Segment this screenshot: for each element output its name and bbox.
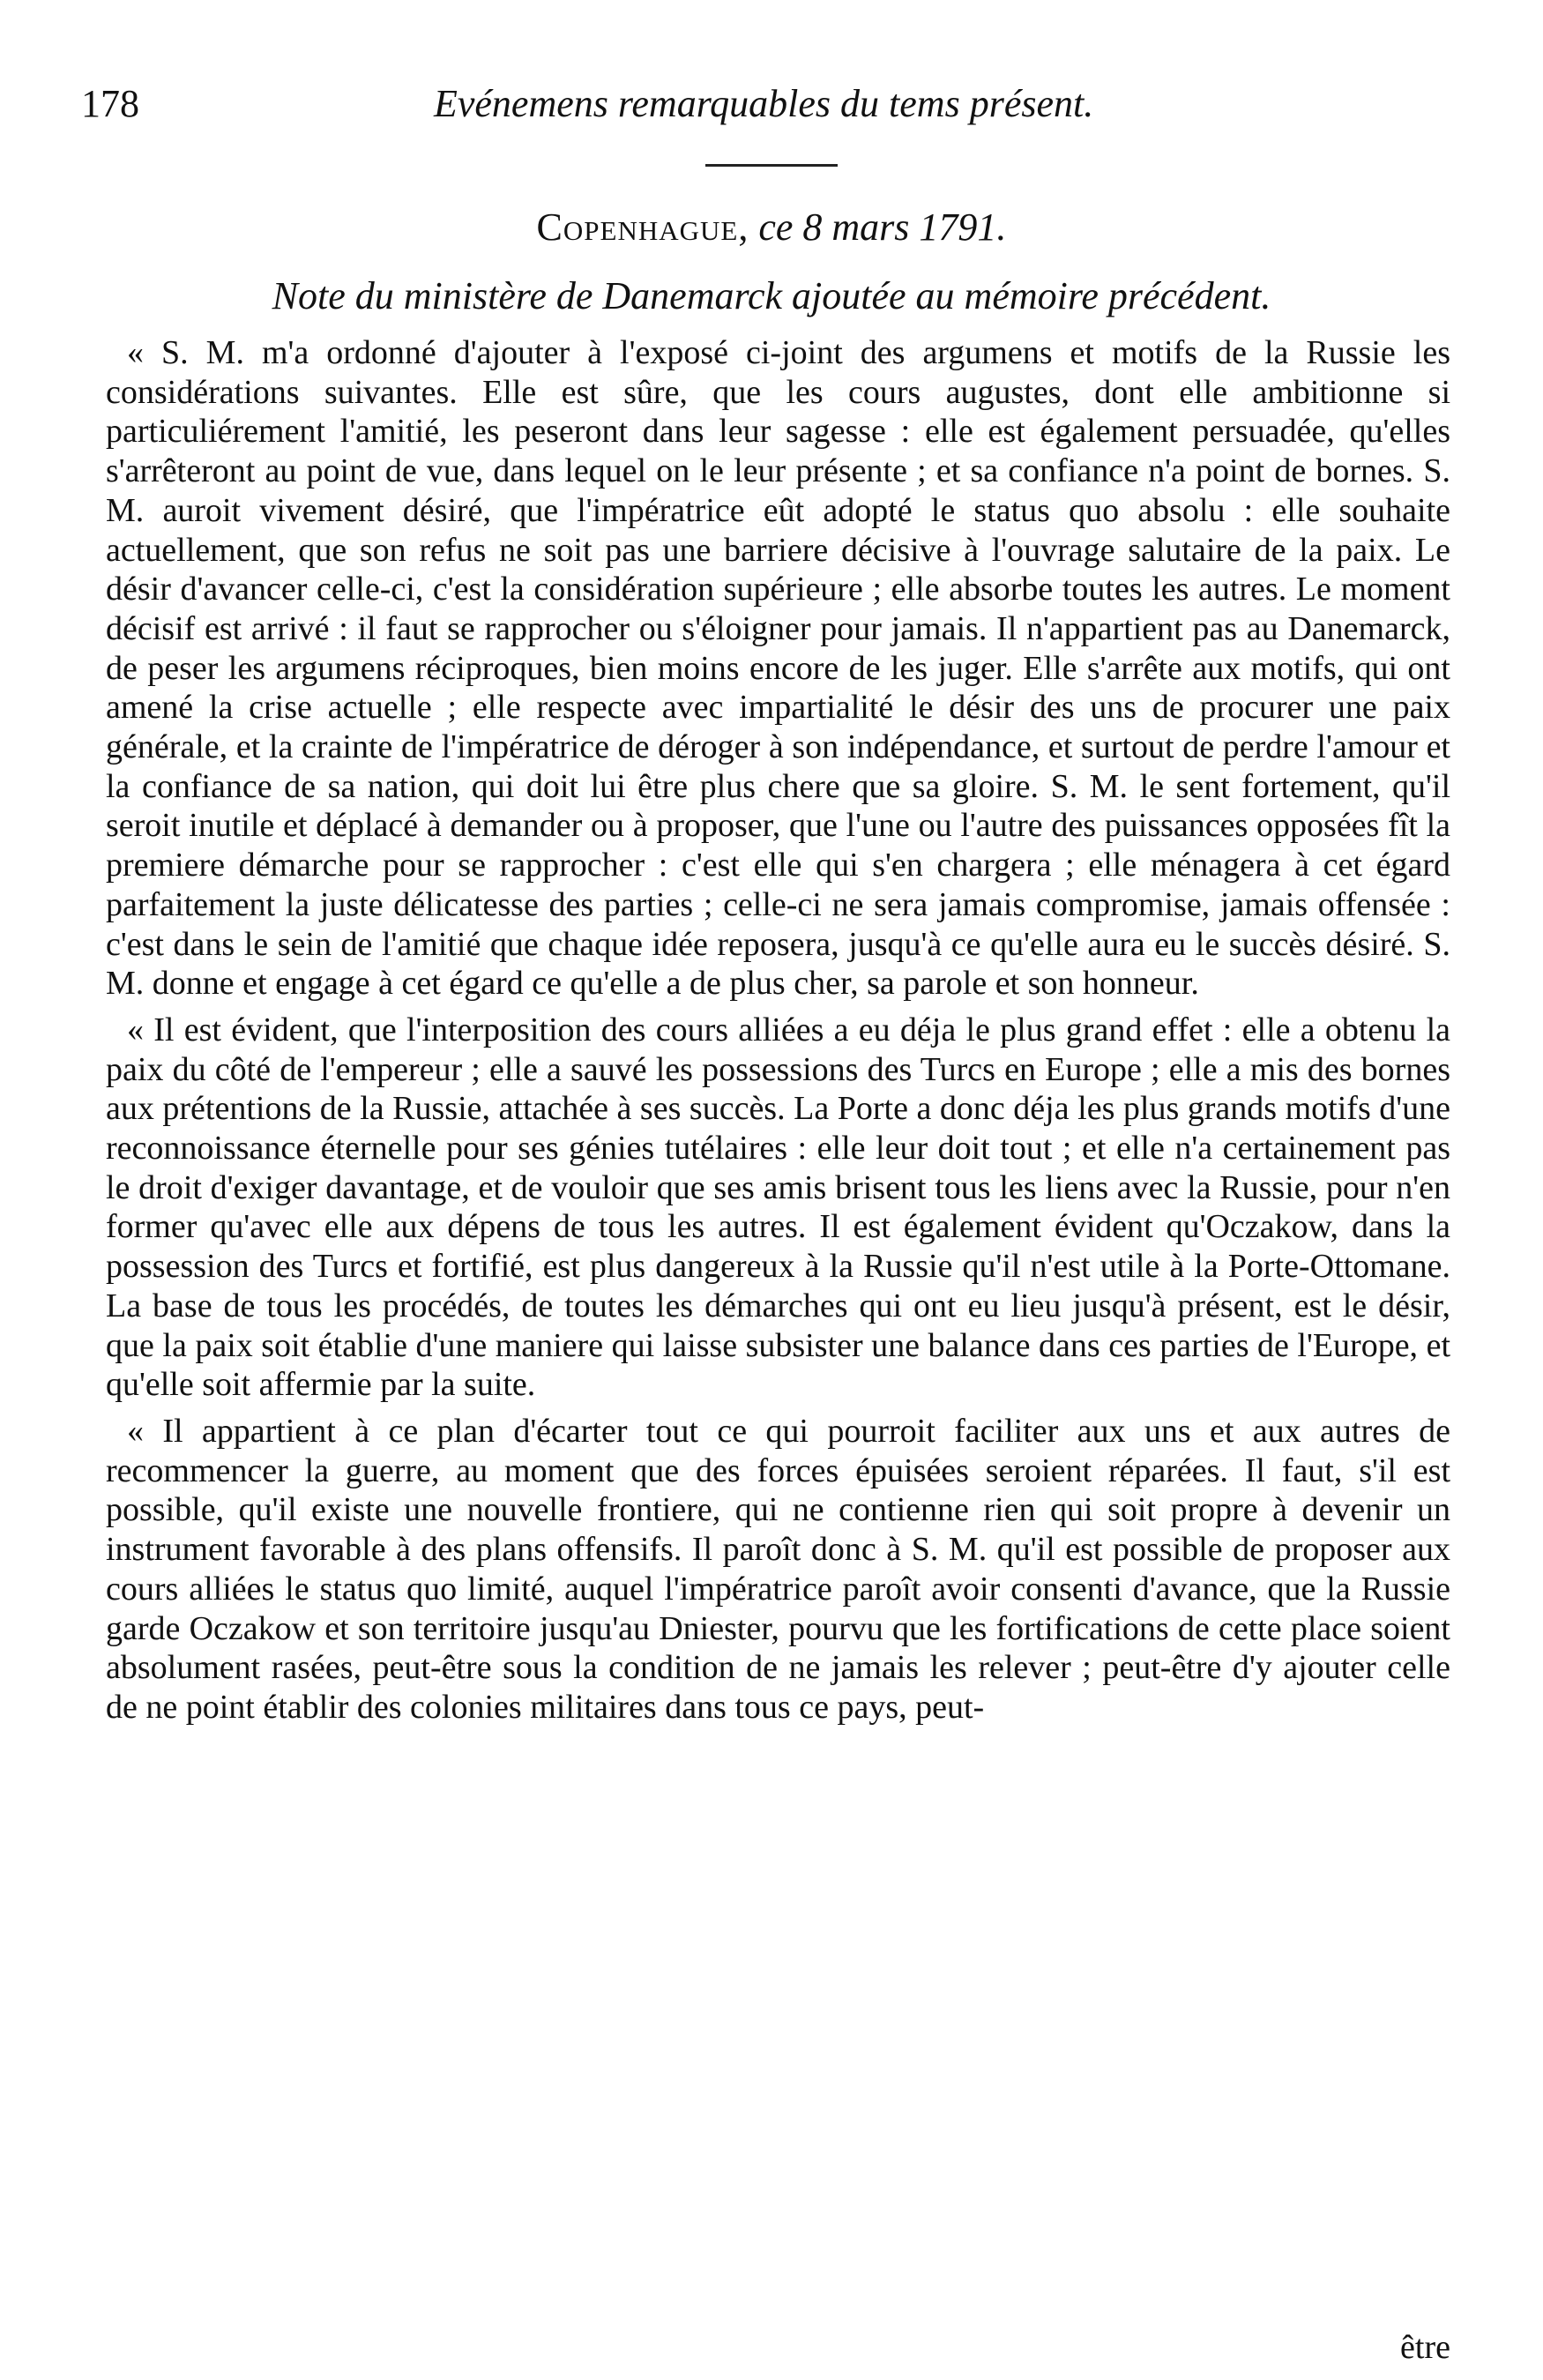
- paragraph-1: « S. M. m'a ordonné d'ajouter à l'exposé ci-joint des argumens et motifs de la Russie les considérations suivantes. Elle est sûre, que les cours augustes, dont elle ambitionne si particuliérement l'amitié, les peseront dans leur sagesse : elle est également persuadée, qu'elles s'arrêteront au point de vue, dans lequel on le leur présente ; et sa confiance n'a point de bornes. S. M. auroit vivement désiré, que l'impératrice eût adopté le status quo absolu : elle souhaite actuellement, que son refus ne soit pas une barriere décisive à l'ouvrage salutaire de la paix. Le désir d'avancer celle-ci, c'est la considération supérieure ; elle absorbe toutes les autres. Le moment décisif est arrivé : il faut se rapprocher ou s'éloigner pour jamais. Il n'appartient pas au Danemarck, de peser les argumens réciproques, bien moins encore de les juger. Elle s'arrête aux motifs, qui ont amené la crise actuelle ; elle respecte avec impartialité le désir des uns de procurer une paix générale, et la crainte de l'impératrice de déroger à son indépendance, et surtout de perdre l'amour et la confiance de sa nation, qui doit lui être plus chere que sa gloire. S. M. le sent fortement, qu'il seroit inutile et déplacé à demander ou à proposer, que l'une ou l'autre des puissances opposées fît la premiere démarche pour se rapprocher : c'est elle qui s'en chargera ; elle ménagera à cet égard parfaitement la juste délicatesse des parties ; celle-ci ne sera jamais compromise, jamais offensée : c'est dans le sein de l'amitié que chaque idée reposera, jusqu'à ce qu'elle aura eu le succès désiré. S. M. donne et engage à cet égard ce qu'elle a de plus cher, sa parole et son honneur.: [106, 334, 1450, 1003]
- dateline-place: Copenhague,: [536, 205, 749, 249]
- header-rule: [705, 164, 838, 167]
- page-header: [81, 81, 1457, 134]
- running-title: Evénemens remarquables du tems présent.: [434, 82, 1094, 125]
- paragraph-3: « Il appartient à ce plan d'écarter tout ce qui pourroit faciliter aux uns et aux autres de recommencer la guerre, au moment que des forces épuisées seroient réparées. Il faut, s'il est possible, qu'il existe une nouvelle frontiere, qui ne contienne rien qui soit propre à devenir un instrument favorable à des plans offensifs. Il paroît donc à S. M. qu'il est possible de proposer aux cours alliées le status quo limité, auquel l'impératrice paroît avoir consenti d'avance, que la Russie garde Oczakow et son territoire jusqu'au Dniester, pourvu que les fortifications de cette place soient absolument rasées, peut-être sous la condition de ne jamais les relever ; peut-être d'y ajouter celle de ne point établir des colonies militaires dans tous ce pays, peut-: [106, 1412, 1450, 1726]
- catchword: être: [1400, 2329, 1450, 2366]
- paragraph-2: « Il est évident, que l'interposition des cours alliées a eu déja le plus grand effet : elle a obtenu la paix du côté de l'empereur ; elle a sauvé les possessions des Turcs en Europe ; elle a mis des bornes aux prétentions de la Russie, attachée à ses succès. La Porte a donc déja les plus grands motifs d'une reconnoissance éternelle pour ses génies tutélaires : elle leur doit tout ; et elle n'a certainement pas le droit d'exiger davantage, et de vouloir que ses amis brisent tous les liens avec la Russie, pour n'en former qu'avec elle aux dépens de tous les autres. Il est également évident qu'Oczakow, dans la possession des Turcs et fortifié, est plus dangereux à la Russie qu'il n'est utile à la Porte-Ottomane. La base de tous les procédés, de toutes les démarches qui ont eu lieu jusqu'à présent, est le désir, que la paix soit établie d'une maniere qui laisse subsister une balance dans ces parties de l'Europe, et qu'elle soit affermie par la suite.: [106, 1011, 1450, 1404]
- dateline: [0, 205, 1543, 250]
- dateline-date: ce 8 mars 1791.: [749, 205, 1007, 249]
- section-subtitle: Note du ministère de Danemarck ajoutée au mémoire précédent.: [272, 274, 1271, 317]
- page-number: 178: [81, 82, 139, 125]
- body-text: [106, 333, 1450, 1735]
